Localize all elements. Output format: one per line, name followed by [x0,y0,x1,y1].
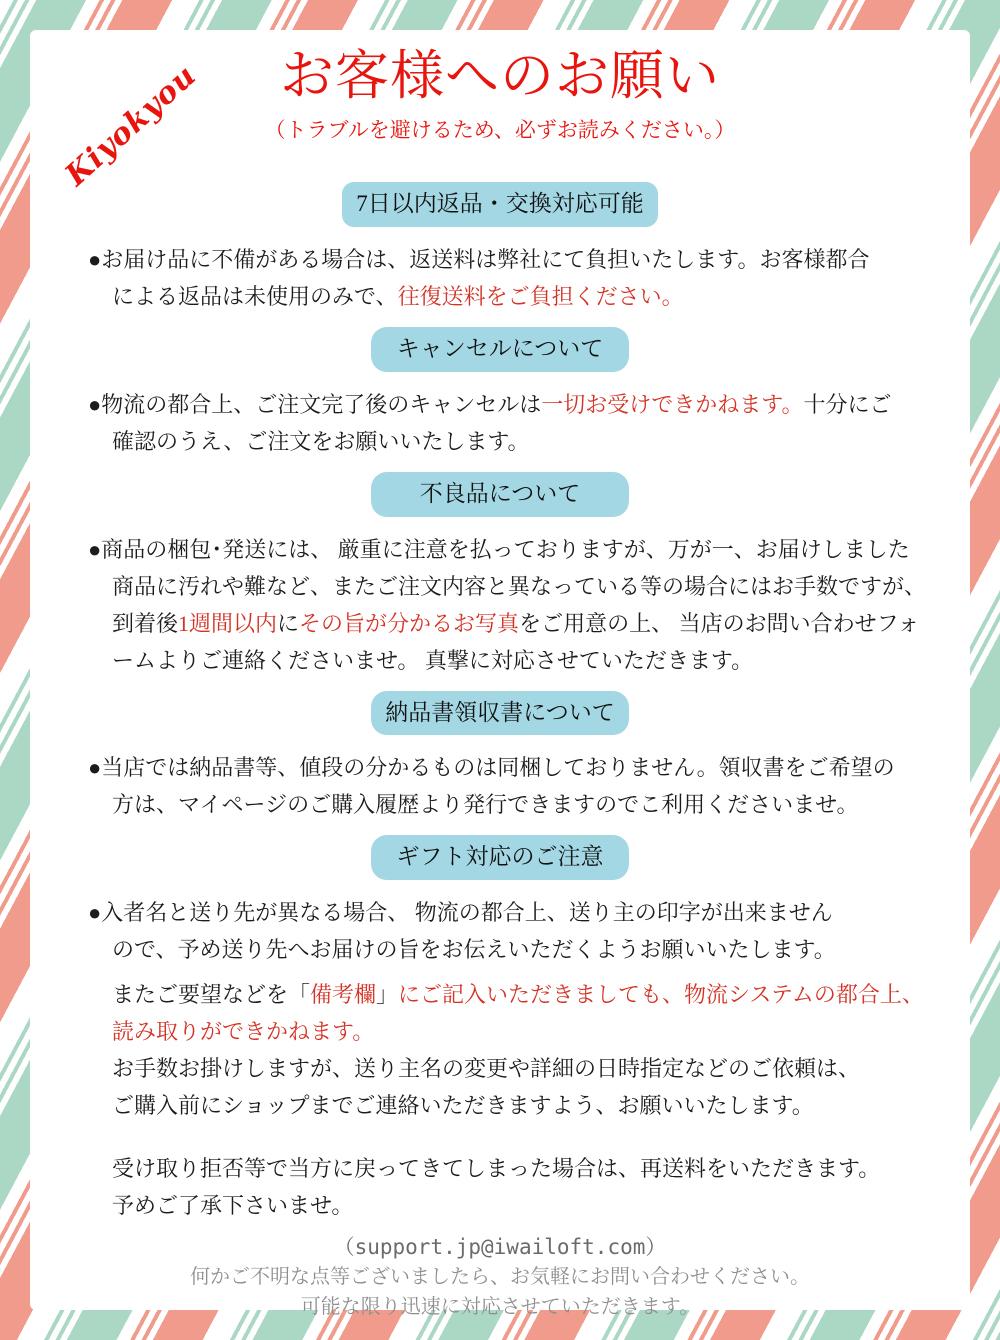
page-subtitle: （トラブルを避けるため、必ずお読みください。） [264,117,736,142]
body-text: 到着後 [112,610,179,636]
section-chip-1: 7日以内返品・交換対応可能 [342,182,658,227]
paragraph [88,1150,928,1224]
footer-note-1: 何かご不明な点等ございましたら、お気軽にお問い合わせください。 [190,1266,810,1289]
highlighted-text: 備考欄 [310,982,377,1008]
paragraph [88,241,928,315]
section-chip-5: ギフト対応のご注意 [371,835,629,880]
section-body-5 [88,894,928,1224]
section-2 [30,327,970,460]
highlighted-text: にご記入いただきましても、物流システムの都合上、 [398,982,924,1008]
body-text: ●お届け品に不備がある場合は、返送料は弊社にて負担いたします。お客様都合 [88,247,870,273]
paragraph [88,976,928,1124]
body-text: ●入者名と送り先が異なる場合、 物流の都合上、送り主の印字が出来ません [88,900,833,926]
brand-logo: Kiyokyou [58,57,204,194]
body-text: 方は、マイページのご購入履歴より発行できますのでこ利用くださいませ。 [112,792,859,818]
body-text: ご購入前にショップまでご連絡いただきますよう、お願いいたします。 [112,1093,814,1119]
highlighted-text: 読み取りができかねます。 [112,1019,375,1045]
section-body-1 [88,241,928,315]
sections-container [30,182,970,1224]
body-text: をご用意の上、 当店のお問い合わせフォ [519,610,920,636]
body-text: 商品に汚れや難など、またご注文内容と異なっている等の場合にはお手数ですが、 [112,573,927,599]
footer [30,1232,970,1322]
highlighted-text: その旨が分かるお写真 [299,610,520,636]
body-text: 予めご了承下さいませ。 [112,1193,354,1219]
body-text: による返品は未使用のみで、 [112,284,398,310]
body-text: ームよりご連絡くださいませ。 真撃に対応させていただきます。 [112,647,754,673]
body-text: 確認のうえ、ご注文をお願いいたします。 [112,428,530,454]
body-text: ●当店では納品書等、値段の分かるものは同梱しておりません。領収書をご希望の [88,755,895,781]
paragraph [88,749,928,823]
highlighted-text: 往復送料をご負担ください。 [397,284,684,310]
body-text: 受け取り拒否等で当方に戻ってきてしまった場合は、再送料をいただきます。 [112,1156,881,1182]
page-title: お客様へのお願い [280,46,720,106]
body-text: またご要望などを「 [112,982,311,1008]
notice-panel [30,30,970,1319]
body-text: 十分にご [803,391,892,417]
footer-note-2: 可能な限り迅速に対応させていただきます。 [300,1296,700,1319]
highlighted-text: 1週間以内 [178,610,278,636]
section-body-4 [88,749,928,823]
support-email: （support.jp@iwailoft.com） [333,1235,667,1260]
section-chip-2: キャンセルについて [371,327,629,372]
body-text: ●物流の都合上、ご注文完了後のキャンセルは [88,391,542,417]
section-3 [30,472,970,679]
section-4 [30,691,970,824]
body-text: に [277,610,300,636]
paragraph [88,386,928,460]
body-text: お手数お掛けしますが、送り主名の変更や詳細の日時指定などのご依頼は、 [112,1056,861,1082]
section-body-3 [88,531,928,679]
section-body-2 [88,386,928,460]
paragraph [88,894,928,968]
highlighted-text: 一切お受けできかねます。 [541,391,804,417]
section-1 [30,182,970,315]
section-5 [30,835,970,1224]
paragraph [88,531,928,679]
body-text: ので、予め送り先へお届けの旨をお伝えいただくようお願いいたします。 [112,937,836,963]
body-text: 」 [376,982,399,1008]
section-chip-3: 不良品について [371,472,629,517]
section-chip-4: 納品書領収書について [371,691,629,736]
body-text: ●商品の梱包･発送には、 厳重に注意を払っておりますが、万が一、お届けしました [88,536,910,562]
